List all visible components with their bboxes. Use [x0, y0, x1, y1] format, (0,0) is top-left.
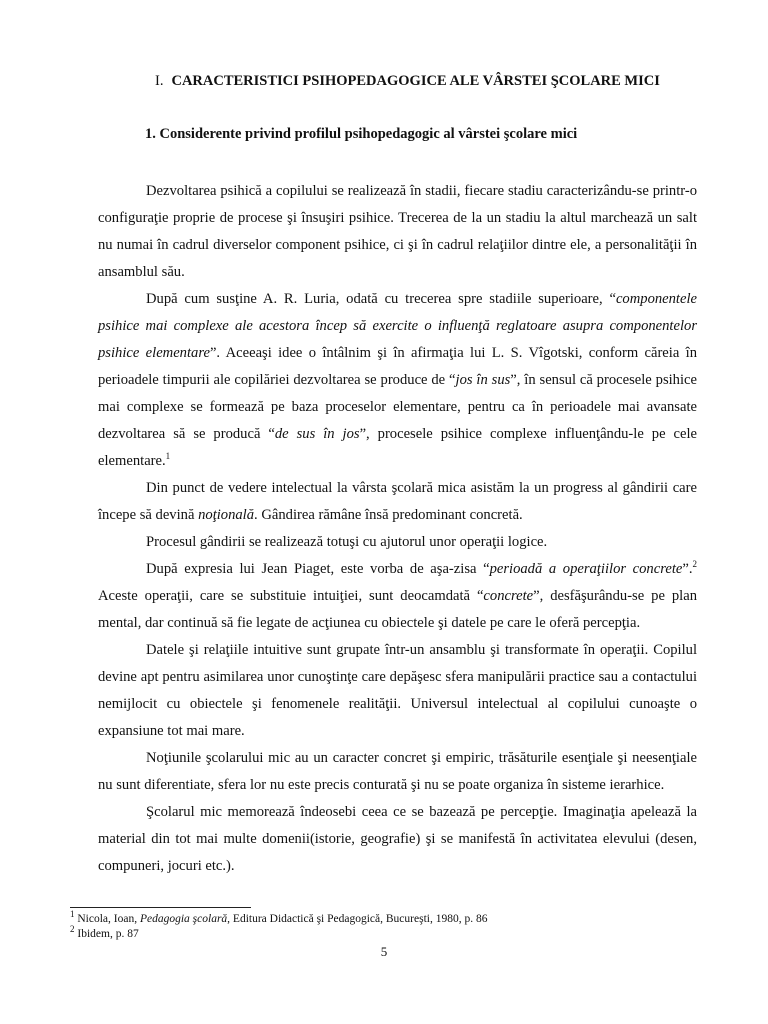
paragraph-2-text-g: ”, procesele psihice complexe influenţându-le pe cele elementare. [98, 426, 698, 469]
footnote-1-mark: 1 [70, 909, 75, 920]
paragraph-2-text-c: ”. Aceeaşi idee o întâlnim şi în afirmaţia lui L. S. Vîgotski, conform căreia în perioadele timpurii ale copilăriei dezvoltarea se produce de “ [98, 345, 697, 388]
page-number: 5 [380, 944, 388, 959]
paragraph-4 [98, 529, 697, 556]
paragraph-5-text-c: ”. [682, 561, 693, 577]
section-title: 1. Considerente privind profilul psihopedagogic al vârstei şcolare mici [145, 126, 578, 142]
footnote-ref-2: 2 [692, 559, 697, 570]
quote-concrete: concrete [483, 588, 534, 604]
paragraph-5-text-f: ”, desfăşurându-se pe plan mental, dar continuă să fie legate de acţiunea cu obiectele şi datele pe care le oferă percepţia. [98, 588, 697, 631]
footnote-1-title: Pedagogia şcolară [139, 913, 228, 925]
paragraph-5 [98, 556, 697, 637]
paragraph-1-text: Dezvoltarea psihică a copilului se realizează în stadii, fiecare stadiu caracterizându-se printr-o configuraţie proprie de procese şi însuşiri psihice. Trecerea de la un stadiu la altul marchează un salt nu numai în cadrul diverselor component psihice, ci şi în cadrul relaţiilor dintre ele, a personalităţii în ansamblul său. [98, 183, 697, 280]
paragraph-1 [98, 178, 697, 286]
chapter-title-text: CARACTERISTICI PSIHOPEDAGOGICE ALE VÂRSTEI ŞCOLARE MICI [171, 73, 660, 89]
paragraph-4-text: Procesul gândirii se realizează totuşi cu ajutorul unor operaţii logice. [146, 534, 548, 550]
paragraph-5-text-d: Aceste operaţii, care se substituie intuiţiei, sunt deocamdată “ [98, 588, 484, 604]
paragraph-3-text-c: . Gândirea rămâne însă predominant concretă. [254, 507, 523, 523]
body-text [98, 178, 697, 880]
paragraph-7-text: Noţiunile şcolarului mic au un caracter concret şi empiric, trăsăturile esenţiale şi neesenţiale nu sunt diferentiate, sfera lor nu este precis conturată şi nu se poate organiza în sisteme ierarhice. [98, 750, 697, 793]
footnote-2-mark: 2 [70, 924, 75, 935]
paragraph-6-text: Datele şi relaţiile intuitive sunt grupate într-un ansamblu şi transformate în operaţii. Copilul devine apt pentru asimilarea unor cunoştinţe care depăşesc sfera manipulării practice sau a contactului nemijlocit cu obiectele şi fenomenele realităţii. Universul intelectual al copilului cunoaşte o expansiune tot mai mare. [98, 642, 697, 739]
quote-de-sus-in-jos: de sus în jos [274, 426, 360, 442]
paragraph-6 [98, 637, 697, 745]
paragraph-7 [98, 745, 697, 799]
footnote-separator [70, 907, 251, 908]
footnotes [70, 909, 670, 942]
paragraph-2-text-a: După cum susţine A. R. Luria, odată cu trecerea spre stadiile superioare, “ [146, 291, 616, 307]
term-notionala: noţională [198, 507, 255, 523]
quote-operatii-concrete: perioadă a operaţiilor concrete [489, 561, 683, 577]
chapter-title [155, 73, 735, 90]
footnote-1-publisher: , Editura Didactică şi Pedagogică, Bucureşti, 1980, p. 86 [227, 913, 488, 925]
paragraph-3 [98, 475, 697, 529]
paragraph-3-text-a: Din punct de vedere intelectual la vârsta şcolară mica asistăm la un progress al gândirii care începe să devină [98, 480, 697, 523]
chapter-number: I. [155, 73, 164, 89]
quote-luria: componentele psihice mai complexe ale acestora încep să exercite o influenţă reglatoare asupra componentelor psihice elementare [98, 291, 697, 361]
footnote-1-text: Nicola, Ioan, [74, 913, 140, 925]
paragraph-2-text-e: ”, în sensul că procesele psihice mai complexe se formează pe baza proceselor elementare, pentru ca în perioadele mai avansate dezvoltarea să se producă “ [98, 372, 697, 442]
paragraph-8 [98, 799, 697, 880]
footnote-2 [70, 924, 670, 942]
paragraph-5-text-a: După expresia lui Jean Piaget, este vorba de aşa-zisa “ [146, 561, 490, 577]
quote-jos-in-sus: jos în sus [455, 372, 511, 388]
footnote-1 [70, 909, 670, 927]
paragraph-8-text: Şcolarul mic memorează îndeosebi ceea ce se bazează pe percepţie. Imaginaţia apelează la material din tot mai multe domenii(istorie, geografie) şi se manifestă în activitatea elevului (desen, compuneri, jocuri etc.). [98, 804, 697, 874]
paragraph-2 [98, 286, 697, 475]
footnote-ref-1: 1 [165, 451, 171, 462]
footnote-2-text: Ibidem, p. 87 [74, 928, 139, 940]
